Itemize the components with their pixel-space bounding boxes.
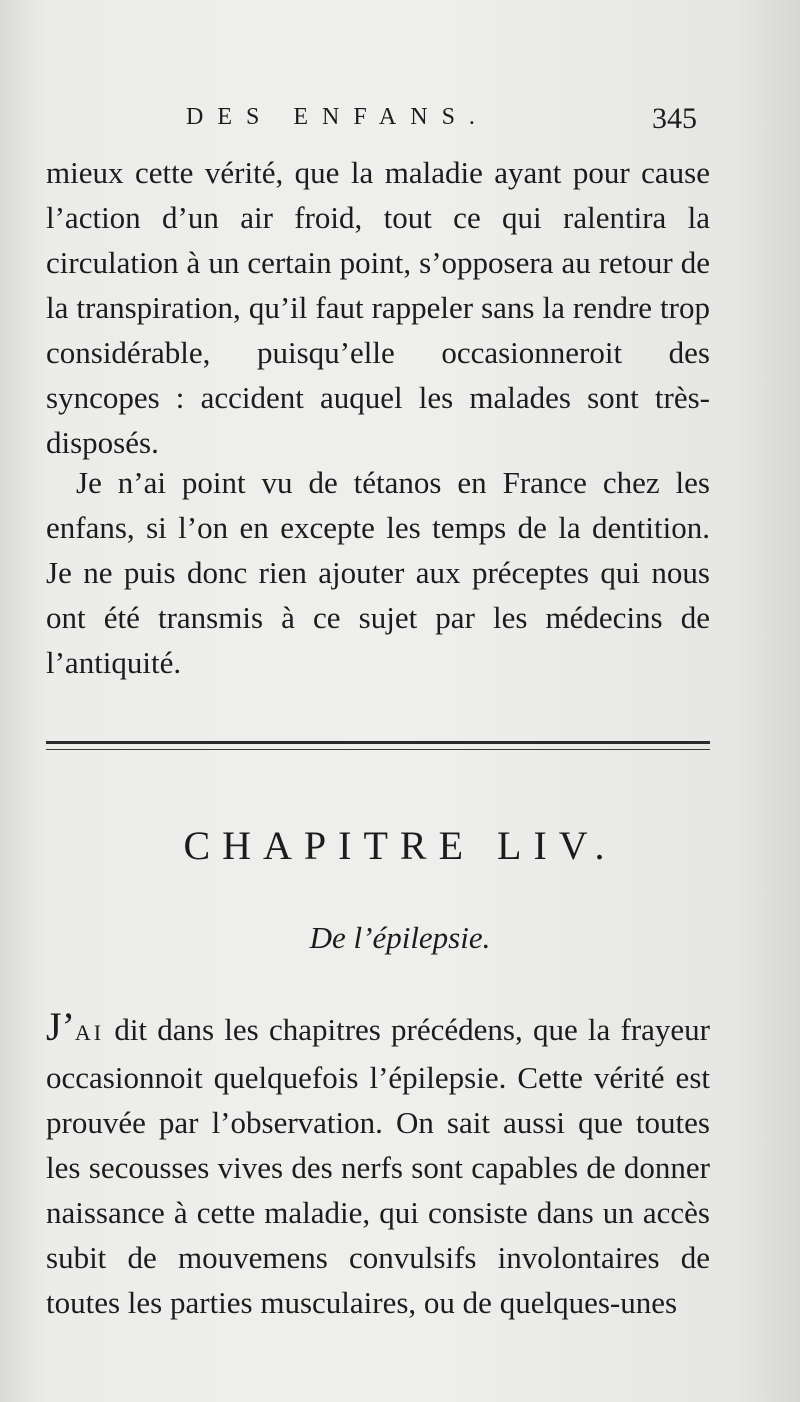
paragraph-continued: mieux cette vérité, que la maladie ayant pour cause l’action d’un air froid, tout ce qui ralentira la circulation à un certain point, s’opposera au retour de la transpiration, qu’il faut rappeler sans la rendre trop considérable, puisqu’elle occasionneroit des syncopes : accident auquel les malades sont très-disposés. bbox=[46, 155, 710, 460]
chapter-divider-rule bbox=[46, 741, 710, 750]
chapter-subtitle: De l’épilepsie. bbox=[309, 920, 491, 955]
chapter-opening-paragraph bbox=[46, 1004, 710, 1325]
drop-cap: J’ bbox=[46, 1004, 75, 1049]
page-number: 345 bbox=[652, 102, 697, 135]
page-header bbox=[0, 100, 800, 144]
running-title: DES ENFANS. bbox=[186, 104, 489, 130]
paragraph-tetanos: Je n’ai point vu de tétanos en France chez les enfans, si l’on en excepte les temps de la dentition. Je ne puis donc rien ajouter aux préceptes qui nous ont été transmis à ce sujet par les médecins de l’antiquité. bbox=[46, 465, 710, 680]
opening-body-text: dit dans les chapitres précédens, que la frayeur occasionnoit quelquefois l’épilepsie. Cette vérité est prouvée par l’observation. On sait aussi que toutes les secousses vives des nerfs sont capables de donner naissance à cette maladie, qui consiste dans un accès subit de mouvemens convulsifs involontaires de toutes les parties musculaires, ou de quelques-unes bbox=[46, 1012, 710, 1320]
chapter-title: CHAPITRE LIV. bbox=[183, 823, 617, 868]
small-caps-word: AI bbox=[74, 1020, 105, 1045]
